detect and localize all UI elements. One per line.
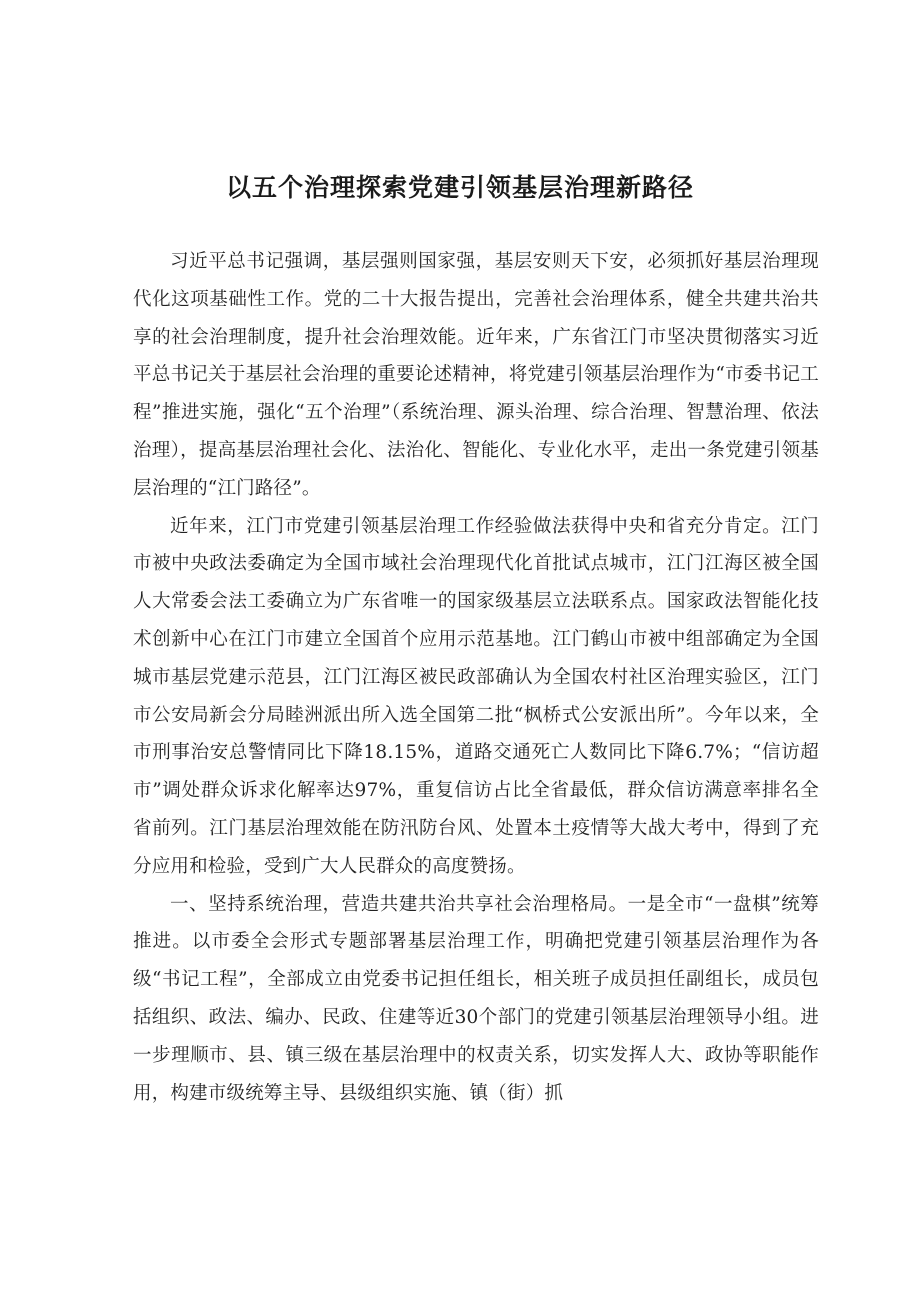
paragraph-intro: 习近平总书记强调，基层强则国家强，基层安则天下安，必须抓好基层治理现代化这项基础性工作。党的二十大报告提出，完善社会治理体系，健全共建共治共享的社会治理制度，提升社会治理效能。近年来，广东省江门市坚决贯彻落实习近平总书记关于基层社会治理的重要论述精神，将党建引领基层治理作为“市委书记工程”推进实施，强化“五个治理”（系统治理、源头治理、综合治理、智慧治理、依法治理），提高基层治理社会化、法治化、智能化、专业化水平，走出一条党建引领基层治理的“江门路径”。 xyxy=(133,251,819,499)
paragraph-achievements: 近年来，江门市党建引领基层治理工作经验做法获得中央和省充分肯定。江门市被中央政法委确定为全国市域社会治理现代化首批试点城市，江门江海区被全国人大常委会法工委确立为广东省唯一的国家级基层立法联系点。国家政法智能化技术创新中心在江门市建立全国首个应用示范基地。江门鹤山市被中组部确定为全国城市基层党建示范县，江门江海区被民政部确认为全国农村社区治理实验区，江门市公安局新会分局睦洲派出所入选全国第二批“枫桥式公安派出所”。今年以来，全市刑事治安总警情同比下降18.15%，道路交通死亡人数同比下降6.7%；“信访超市”调处群众诉求化解率达97%，重复信访占比全省最低，群众信访满意率排名全省前列。江门基层治理效能在防汛防台风、处置本土疫情等大战大考中，得到了充分应用和检验，受到广大人民群众的高度赞扬。 xyxy=(133,515,819,877)
document-body xyxy=(133,243,819,1112)
paragraph-systematic-governance: 一、坚持系统治理，营造共建共治共享社会治理格局。一是全市“一盘棋”统筹推进。以市委全会形式专题部署基层治理工作，明确把党建引领基层治理作为各级“书记工程”，全部成立由党委书记担任组长，相关班子成员担任副组长，成员包括组织、政法、编办、民政、住建等近30个部门的党建引领基层治理领导小组。进一步理顺市、县、镇三级在基层治理中的权责关系，切实发挥人大、政协等职能作用，构建市级统筹主导、县级组织实施、镇（街）抓 xyxy=(133,893,819,1104)
document-title: 以五个治理探索党建引领基层治理新路径 xyxy=(225,173,694,202)
